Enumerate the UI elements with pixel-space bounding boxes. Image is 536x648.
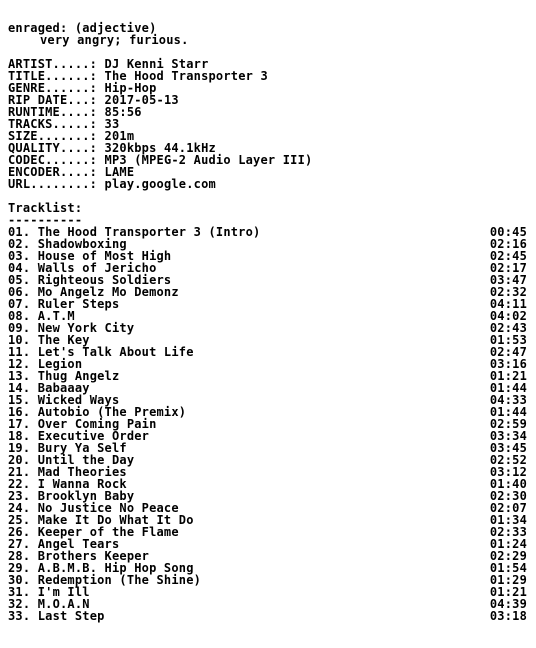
info-value: DJ Kenni Starr <box>104 57 209 71</box>
info-value: 320kbps 44.1kHz <box>104 141 216 155</box>
track-title: I'm Ill <box>37 585 90 599</box>
track-title: Keeper of the Flame <box>37 525 179 539</box>
tracklist-heading: Tracklist: <box>8 201 83 215</box>
track-duration: 04:33 <box>489 393 527 407</box>
track-number: 06. <box>8 285 31 299</box>
spacer <box>8 190 528 202</box>
track-title: Autobio (The Premix) <box>37 405 187 419</box>
definition-meaning: very angry; furious. <box>40 33 189 47</box>
track-number: 29. <box>8 561 31 575</box>
track-title: A.T.M <box>37 309 75 323</box>
track-title: Angel Tears <box>37 537 120 551</box>
track-number: 13. <box>8 369 31 383</box>
track-title: Ruler Steps <box>37 297 120 311</box>
nfo-document <box>8 22 528 622</box>
track-number: 21. <box>8 465 31 479</box>
info-value: play.google.com <box>104 177 216 191</box>
track-duration: 02:59 <box>489 417 527 431</box>
info-label: ENCODER....: <box>8 165 98 179</box>
track-duration: 02:16 <box>489 237 527 251</box>
track-title: The Hood Transporter 3 (Intro) <box>37 225 261 239</box>
track-title: Babaaay <box>37 381 90 395</box>
track-number: 12. <box>8 357 31 371</box>
track-title: No Justice No Peace <box>37 501 179 515</box>
track-duration: 03:47 <box>489 273 527 287</box>
track-duration: 01:54 <box>489 561 527 575</box>
track-number: 08. <box>8 309 31 323</box>
track-number: 26. <box>8 525 31 539</box>
track-number: 14. <box>8 381 31 395</box>
track-title: Until the Day <box>37 453 135 467</box>
track-number: 03. <box>8 249 31 263</box>
track-title: Brooklyn Baby <box>37 489 135 503</box>
info-value: 85:56 <box>104 105 142 119</box>
track-title: Mad Theories <box>37 465 127 479</box>
info-label: GENRE......: <box>8 81 98 95</box>
track-title: Executive Order <box>37 429 150 443</box>
track-duration: 03:16 <box>489 357 527 371</box>
track-title: Thug Angelz <box>37 369 120 383</box>
info-label: TRACKS.....: <box>8 117 98 131</box>
track-number: 25. <box>8 513 31 527</box>
info-value: 201m <box>104 129 135 143</box>
track-duration: 03:12 <box>489 465 527 479</box>
track-title: House of Most High <box>37 249 172 263</box>
track-duration: 00:45 <box>489 225 527 239</box>
definition-headline: enraged: (adjective) <box>8 21 157 35</box>
info-value: Hip-Hop <box>104 81 157 95</box>
track-duration: 02:47 <box>489 345 527 359</box>
track-number: 20. <box>8 453 31 467</box>
track-left <box>8 610 105 622</box>
track-number: 07. <box>8 297 31 311</box>
track-title: M.O.A.N <box>37 597 90 611</box>
track-duration: 03:34 <box>489 429 527 443</box>
track-duration: 01:44 <box>489 381 527 395</box>
track-title: Redemption (The Shine) <box>37 573 202 587</box>
track-title: A.B.M.B. Hip Hop Song <box>37 561 194 575</box>
track-number: 30. <box>8 573 31 587</box>
track-title: Brothers Keeper <box>37 549 150 563</box>
track-title: Legion <box>37 357 83 371</box>
info-value: LAME <box>104 165 135 179</box>
track-number: 32. <box>8 597 31 611</box>
track-number: 28. <box>8 549 31 563</box>
track-duration: 01:44 <box>489 405 527 419</box>
tracklist-rule: ---------- <box>8 213 83 227</box>
track-number: 16. <box>8 405 31 419</box>
track-duration: 02:29 <box>489 549 527 563</box>
release-info <box>8 58 528 190</box>
track-duration: 02:32 <box>489 285 527 299</box>
track-number: 27. <box>8 537 31 551</box>
track-duration: 02:33 <box>489 525 527 539</box>
track-row <box>8 298 528 310</box>
track-title: Mo Angelz Mo Demonz <box>37 285 179 299</box>
info-value: 2017-05-13 <box>104 93 179 107</box>
info-value: MP3 (MPEG-2 Audio Layer III) <box>104 153 313 167</box>
info-label: RIP DATE...: <box>8 93 98 107</box>
track-title: Make It Do What It Do <box>37 513 194 527</box>
track-duration: 01:40 <box>489 477 527 491</box>
track-title: New York City <box>37 321 135 335</box>
track-title: Bury Ya Self <box>37 441 127 455</box>
track-duration: 03:45 <box>489 441 527 455</box>
track-number: 01. <box>8 225 31 239</box>
track-number: 10. <box>8 333 31 347</box>
info-label: CODEC......: <box>8 153 98 167</box>
track-duration: 02:07 <box>489 501 527 515</box>
track-number: 17. <box>8 417 31 431</box>
track-duration: 01:21 <box>489 369 527 383</box>
track-number: 33. <box>8 609 31 623</box>
track-title: Let's Talk About Life <box>37 345 194 359</box>
track-duration: 04:11 <box>489 297 527 311</box>
track-number: 15. <box>8 393 31 407</box>
track-duration: 02:52 <box>489 453 527 467</box>
info-label: RUNTIME....: <box>8 105 98 119</box>
track-title: The Key <box>37 333 90 347</box>
track-duration: 01:34 <box>489 513 527 527</box>
track-list <box>8 226 528 622</box>
track-number: 22. <box>8 477 31 491</box>
track-title: Walls of Jericho <box>37 261 157 275</box>
track-number: 05. <box>8 273 31 287</box>
track-duration: 03:18 <box>489 609 527 623</box>
track-title: I Wanna Rock <box>37 477 127 491</box>
info-value: 33 <box>104 117 120 131</box>
track-number: 23. <box>8 489 31 503</box>
track-number: 09. <box>8 321 31 335</box>
info-label: TITLE......: <box>8 69 98 83</box>
track-number: 24. <box>8 501 31 515</box>
track-duration: 04:39 <box>489 597 527 611</box>
track-duration: 04:02 <box>489 309 527 323</box>
track-duration: 02:43 <box>489 321 527 335</box>
track-title: Wicked Ways <box>37 393 120 407</box>
track-title: Last Step <box>37 609 105 623</box>
track-number: 31. <box>8 585 31 599</box>
track-number: 04. <box>8 261 31 275</box>
track-number: 11. <box>8 345 31 359</box>
track-row <box>8 610 528 622</box>
track-duration: 02:45 <box>489 249 527 263</box>
info-value: The Hood Transporter 3 <box>104 69 268 83</box>
info-row <box>8 178 528 190</box>
track-title: Shadowboxing <box>37 237 127 251</box>
track-row <box>8 346 528 358</box>
info-label: URL........: <box>8 177 98 191</box>
track-duration: 01:24 <box>489 537 527 551</box>
track-number: 02. <box>8 237 31 251</box>
track-duration: 02:30 <box>489 489 527 503</box>
info-label: ARTIST.....: <box>8 57 98 71</box>
info-label: SIZE.......: <box>8 129 98 143</box>
track-title: Righteous Soldiers <box>37 273 172 287</box>
track-duration: 01:21 <box>489 585 527 599</box>
info-label: QUALITY....: <box>8 141 98 155</box>
track-number: 18. <box>8 429 31 443</box>
track-number: 19. <box>8 441 31 455</box>
track-duration: 01:53 <box>489 333 527 347</box>
track-title: Over Coming Pain <box>37 417 157 431</box>
track-duration: 01:29 <box>489 573 527 587</box>
track-duration: 02:17 <box>489 261 527 275</box>
